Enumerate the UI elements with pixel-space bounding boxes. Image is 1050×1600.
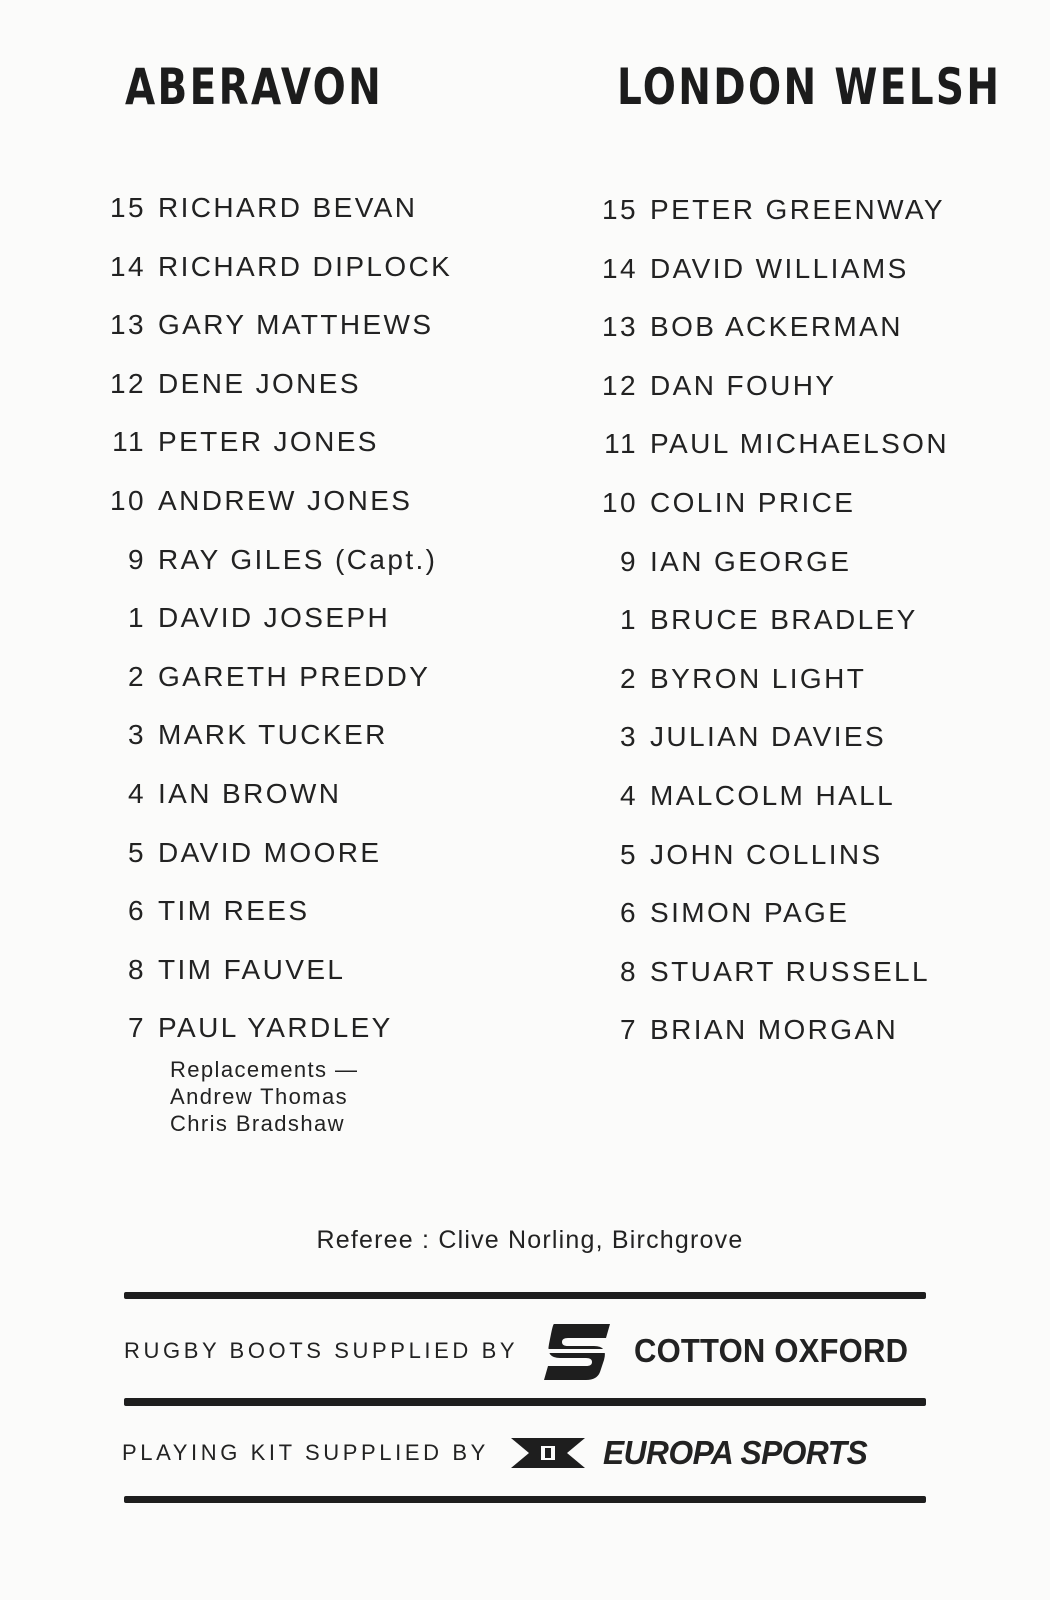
player-number: 11 xyxy=(604,428,638,460)
replacements-heading: Replacements — xyxy=(170,1057,359,1082)
player-name: PAUL YARDLEY xyxy=(158,1012,393,1044)
player-number: 6 xyxy=(620,897,638,929)
player-number: 7 xyxy=(128,1012,146,1044)
player-row xyxy=(104,540,452,599)
player-number: 10 xyxy=(110,484,146,516)
player-name: SIMON PAGE xyxy=(650,897,850,929)
home-team-title: ABERAVON xyxy=(125,58,384,116)
player-row xyxy=(596,249,949,308)
player-name: ANDREW JONES xyxy=(158,484,413,516)
player-number: 6 xyxy=(128,895,146,927)
player-row xyxy=(596,542,949,601)
player-number: 4 xyxy=(128,777,146,809)
player-row xyxy=(596,366,949,425)
player-number: 7 xyxy=(620,1014,638,1046)
player-number: 1 xyxy=(128,602,146,634)
divider-rule xyxy=(124,1496,926,1503)
player-row xyxy=(104,657,452,716)
player-name: MALCOLM HALL xyxy=(650,779,896,811)
player-row xyxy=(104,598,452,657)
away-roster xyxy=(596,190,949,1069)
divider-rule xyxy=(124,1398,926,1406)
player-name: BRIAN MORGAN xyxy=(650,1014,899,1046)
player-number: 9 xyxy=(128,543,146,575)
player-row xyxy=(596,307,949,366)
player-number: 5 xyxy=(128,836,146,868)
home-replacements xyxy=(170,1056,358,1137)
player-name: COLIN PRICE xyxy=(650,486,856,518)
player-name: STUART RUSSELL xyxy=(650,955,930,987)
cotton-oxford-s-logo-icon xyxy=(540,1320,616,1382)
player-number: 13 xyxy=(110,309,146,341)
player-number: 11 xyxy=(112,426,146,458)
replacement-name: Chris Bradshaw xyxy=(170,1111,345,1136)
player-name: PETER JONES xyxy=(158,426,379,458)
player-number: 15 xyxy=(110,192,146,223)
player-row xyxy=(104,305,452,364)
player-row xyxy=(104,950,452,1009)
player-name: GARETH PREDDY xyxy=(158,660,431,692)
player-number: 12 xyxy=(110,367,146,399)
player-name: TIM FAUVEL xyxy=(158,953,346,985)
player-number: 15 xyxy=(602,194,638,225)
player-name: IAN GEORGE xyxy=(650,545,852,577)
divider-rule xyxy=(124,1292,926,1299)
player-row xyxy=(596,190,949,249)
player-name: PETER GREENWAY xyxy=(650,194,945,225)
player-row xyxy=(596,952,949,1011)
player-number: 4 xyxy=(620,779,638,811)
player-name: BOB ACKERMAN xyxy=(650,311,903,343)
player-row xyxy=(596,717,949,776)
player-name: TIM REES xyxy=(158,895,310,927)
player-number: 1 xyxy=(620,604,638,636)
player-name: GARY MATTHEWS xyxy=(158,309,434,341)
player-name: DAN FOUHY xyxy=(650,369,837,401)
referee-line: Referee : Clive Norling, Birchgrove xyxy=(316,1226,744,1254)
player-row xyxy=(596,1010,949,1069)
player-row xyxy=(596,600,949,659)
player-number: 2 xyxy=(620,662,638,694)
player-row xyxy=(596,835,949,894)
player-name: PAUL MICHAELSON xyxy=(650,428,949,460)
europa-sports-logo-icon xyxy=(511,1436,585,1470)
player-name: BYRON LIGHT xyxy=(650,662,867,694)
player-number: 3 xyxy=(620,721,638,753)
kit-sponsor xyxy=(122,1418,952,1488)
player-row xyxy=(596,424,949,483)
player-row xyxy=(104,481,452,540)
player-number: 10 xyxy=(602,486,638,518)
player-name: MARK TUCKER xyxy=(158,719,388,751)
player-row xyxy=(104,188,452,247)
player-row xyxy=(104,422,452,481)
away-team-title: LONDON WELSH xyxy=(617,58,1002,116)
player-number: 13 xyxy=(602,311,638,343)
player-number: 9 xyxy=(620,545,638,577)
boots-sponsor xyxy=(124,1316,954,1386)
player-number: 2 xyxy=(128,660,146,692)
kit-sponsor-lead: PLAYING KIT SUPPLIED BY xyxy=(122,1440,489,1465)
kit-sponsor-brand: EUROPA SPORTS xyxy=(602,1434,868,1471)
player-number: 5 xyxy=(620,838,638,870)
player-row xyxy=(104,833,452,892)
player-name: BRUCE BRADLEY xyxy=(650,604,918,636)
player-row xyxy=(596,483,949,542)
player-number: 14 xyxy=(110,250,146,282)
player-row xyxy=(104,247,452,306)
boots-sponsor-brand: COTTON OXFORD xyxy=(634,1332,909,1369)
player-row xyxy=(596,893,949,952)
player-number: 8 xyxy=(128,953,146,985)
player-row xyxy=(104,774,452,833)
player-row xyxy=(104,715,452,774)
player-name: RICHARD BEVAN xyxy=(158,192,418,223)
player-row xyxy=(104,364,452,423)
player-number: 8 xyxy=(620,955,638,987)
player-name: DAVID WILLIAMS xyxy=(650,252,909,284)
boots-sponsor-lead: RUGBY BOOTS SUPPLIED BY xyxy=(124,1338,519,1363)
player-row xyxy=(104,891,452,950)
player-name: DENE JONES xyxy=(158,367,361,399)
player-name: JULIAN DAVIES xyxy=(650,721,887,753)
player-row xyxy=(596,776,949,835)
player-name: RAY GILES (Capt.) xyxy=(158,543,438,575)
player-number: 3 xyxy=(128,719,146,751)
home-roster xyxy=(104,188,452,1067)
player-number: 14 xyxy=(602,252,638,284)
player-name: DAVID JOSEPH xyxy=(158,602,391,634)
player-name: DAVID MOORE xyxy=(158,836,382,868)
player-name: RICHARD DIPLOCK xyxy=(158,250,453,282)
player-number: 12 xyxy=(602,369,638,401)
player-name: JOHN COLLINS xyxy=(650,838,883,870)
player-row xyxy=(596,659,949,718)
replacement-name: Andrew Thomas xyxy=(170,1084,348,1109)
player-name: IAN BROWN xyxy=(158,777,342,809)
